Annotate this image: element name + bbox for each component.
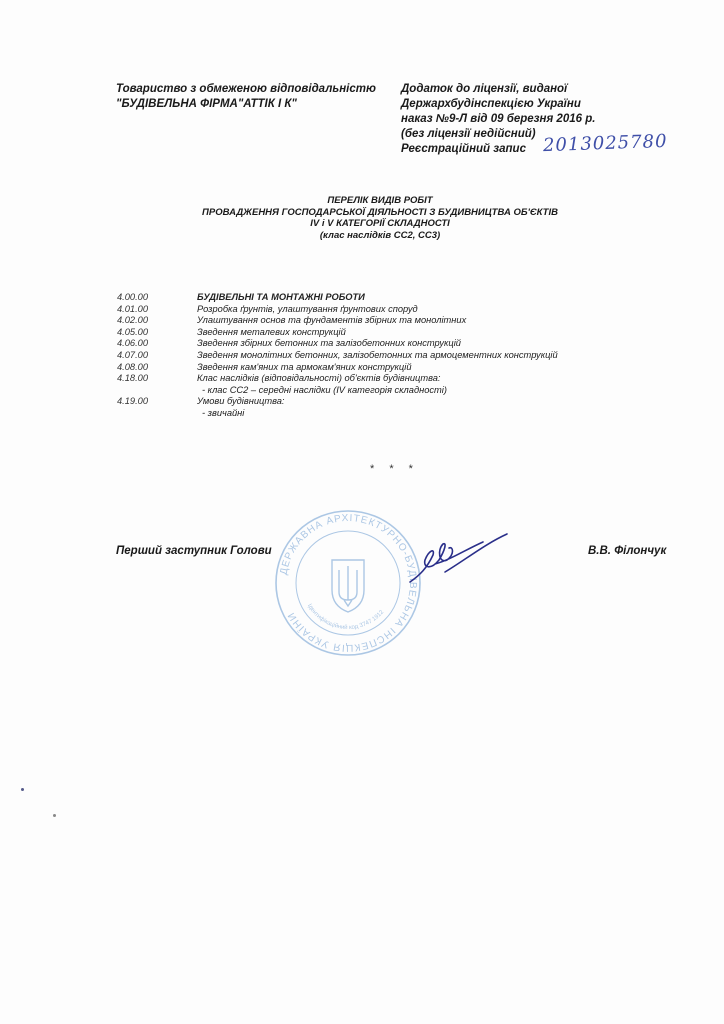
scan-speck: [21, 788, 24, 791]
signer-position: Перший заступник Голови: [116, 545, 272, 557]
organization-block: [116, 82, 376, 112]
work-code: 4.06.00: [117, 338, 149, 349]
work-sub-item: - клас СС2 – середні наслідки (IV категорія складності): [202, 384, 447, 395]
works-list: [117, 292, 558, 420]
title-line-3: IV і V КАТЕГОРІЇ СКЛАДНОСТІ: [310, 218, 450, 229]
stamp-inner-text: Ідентифікаційний код 3747 1912: [305, 603, 386, 632]
work-description: Клас наслідків (відповідальності) об'єктів будівництва:: [197, 373, 441, 384]
title-line-4: (клас наслідків СС2, СС3): [319, 229, 441, 241]
section-separator: * * *: [370, 463, 419, 475]
work-code: 4.05.00: [117, 326, 149, 337]
title-line-1: ПЕРЕЛІК ВИДІВ РОБІТ: [327, 195, 433, 206]
work-description: Умови будівництва:: [197, 396, 285, 407]
work-item: [117, 304, 558, 316]
annex-line-2: Держархбудінспекцією України: [401, 98, 581, 110]
work-item: [117, 362, 558, 374]
stamp-outer-text: ДЕРЖАВНА АРХІТЕКТУРНО-БУДІВЕЛЬНА ІНСПЕКЦІЯ УКРАЇНИ: [278, 512, 419, 654]
work-description: Улаштування основ та фундаментів збірних та монолітних: [197, 315, 467, 326]
work-description: Зведення кам'яних та армокам'яних конструкцій: [197, 361, 412, 372]
annex-line-3: наказ №9-Л від 09 березня 2016 р.: [401, 113, 596, 125]
work-description: Зведення металевих конструкцій: [197, 326, 346, 337]
work-description: Зведення монолітних бетонних, залізобетонних та армоцементних конструкцій: [197, 349, 558, 360]
trident-emblem-icon: [332, 560, 364, 612]
work-code: 4.00.00: [117, 292, 149, 302]
work-description: БУДІВЕЛЬНІ ТА МОНТАЖНІ РОБОТИ: [197, 292, 365, 302]
work-description: Зведення збірних бетонних та залізобетонних конструкцій: [197, 338, 461, 349]
document-title: [150, 195, 610, 241]
work-description: Розробка ґрунтів, улаштування ґрунтових споруд: [197, 303, 418, 314]
work-item: [117, 327, 558, 339]
handwritten-signature: [405, 520, 515, 590]
work-code: 4.19.00: [117, 396, 149, 407]
work-item: [117, 350, 558, 362]
work-item: [117, 396, 558, 408]
organization-name: "БУДІВЕЛЬНА ФІРМА"АТТІК І К": [116, 98, 297, 110]
work-code: 4.01.00: [117, 303, 149, 314]
registration-number-handwritten: 2013025780: [542, 130, 668, 157]
work-item: [117, 338, 558, 350]
organization-line-1: Товариство з обмеженою відповідальністю: [116, 83, 376, 95]
work-item: [117, 315, 558, 327]
work-sub-item: - звичайні: [202, 407, 245, 418]
official-stamp: [268, 508, 428, 658]
work-code: 4.02.00: [117, 315, 149, 326]
signer-name: В.В. Філончук: [588, 545, 667, 557]
work-code: 4.07.00: [117, 349, 149, 360]
scan-speck: [53, 814, 56, 817]
registration-label: Реєстраційний запис: [401, 143, 526, 155]
annex-line-4: (без ліцензії недійсний): [401, 128, 536, 140]
work-code: 4.08.00: [117, 361, 149, 372]
work-item: [117, 292, 558, 304]
annex-line-1: Додаток до ліцензії, виданої: [401, 83, 568, 95]
work-code: 4.18.00: [117, 373, 149, 384]
title-line-2: ПРОВАДЖЕННЯ ГОСПОДАРСЬКОЇ ДІЯЛЬНОСТІ З БУДИВНИЦТВА ОБ'ЄКТІВ: [202, 206, 558, 218]
work-item: [117, 373, 558, 385]
